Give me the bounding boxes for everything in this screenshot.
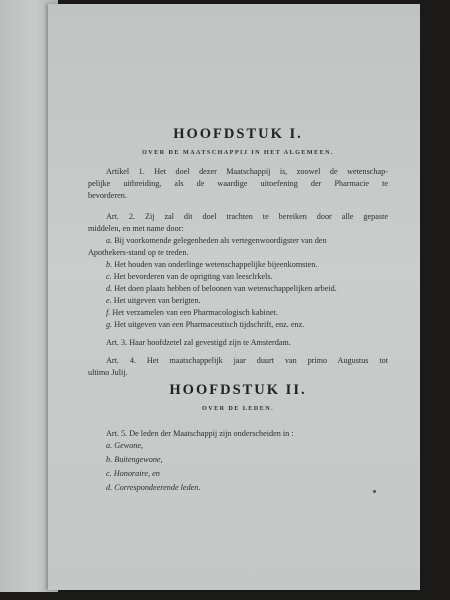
list-letter: f.: [106, 308, 111, 317]
article-4-line: Art. 4. Het maatschappelijk jaar duurt van primo Augustus tot: [106, 356, 388, 365]
list-text: Gewone,: [114, 441, 144, 450]
article-4-line: ultimo Julij.: [88, 368, 128, 377]
list-letter: d.: [106, 483, 113, 492]
list-text: Buitengewone,: [114, 455, 163, 464]
list-item: [106, 441, 388, 451]
list-text: Het verzamelen van een Pharmacologisch kabinet.: [112, 308, 278, 317]
list-item: [106, 236, 388, 246]
list-text: Correspondeerende leden.: [114, 483, 201, 492]
article-1-line: pelijke uitbreiding, als de waardige uitoefening der Pharmacie te: [88, 179, 388, 188]
list-item: [88, 248, 388, 258]
list-text: Apothekers-stand op te treden.: [88, 248, 189, 257]
list-text: Het bevorderen van de oprigting van leesclrkels.: [113, 272, 273, 281]
list-item: [106, 260, 388, 270]
list-text: Bij voorkomende gelegenheden als vertegenwoordigster van den: [114, 236, 327, 245]
list-text: Het uitgeven van berigten.: [113, 296, 201, 305]
list-item: [106, 272, 388, 282]
article-1-line: bevorderen.: [88, 191, 127, 200]
chapter-1-subtitle: OVER DE MAATSCHAPPIJ IN HET ALGEMEEN.: [142, 149, 334, 156]
article-1-line: Artikel 1. Het doel dezer Maatschappij is, zoowel de wetenschap-: [106, 167, 388, 176]
list-letter: a.: [106, 236, 113, 245]
list-item: [106, 308, 388, 318]
list-item: [106, 320, 388, 330]
list-text: Het doen plaats hebben of beloonen van wetenschappelijken arbeid.: [114, 284, 337, 293]
list-letter: e.: [106, 296, 112, 305]
list-letter: b.: [106, 455, 113, 464]
list-text: Het uitgeven van een Pharmaceutisch tijdschrift, enz. enz.: [114, 320, 305, 329]
list-text: Het houden van onderlinge wetenschappelijke bijeenkomsten.: [114, 260, 318, 269]
list-text: Honoraire, en: [113, 469, 160, 478]
chapter-1-title: HOOFDSTUK I.: [173, 126, 303, 142]
article-2-line: middelen, en met name door:: [88, 224, 184, 233]
list-letter: c.: [106, 272, 112, 281]
paper-speck: [373, 490, 376, 493]
list-letter: c.: [106, 469, 112, 478]
list-item: [106, 284, 388, 294]
list-letter: d.: [106, 284, 113, 293]
article-3-line: Art. 3. Haar hoofdzetel zal gevestigd zijn te Amsterdam.: [106, 338, 291, 347]
list-item: [106, 296, 388, 306]
list-letter: g.: [106, 320, 113, 329]
chapter-2-subtitle: OVER DE LEDEN.: [201, 405, 275, 412]
article-5-line: Art. 5. De leden der Maatschappij zijn onderscheiden in :: [106, 429, 294, 438]
list-letter: b.: [106, 260, 113, 269]
list-item: [106, 469, 388, 479]
list-item: [106, 455, 388, 465]
article-2-line: Art. 2. Zij zal dit doel trachten te bereiken door alle gepaste: [106, 212, 388, 221]
chapter-2-title: HOOFDSTUK II.: [169, 382, 307, 398]
book-page: [48, 4, 420, 590]
list-letter: a.: [106, 441, 113, 450]
list-item: [106, 483, 388, 493]
